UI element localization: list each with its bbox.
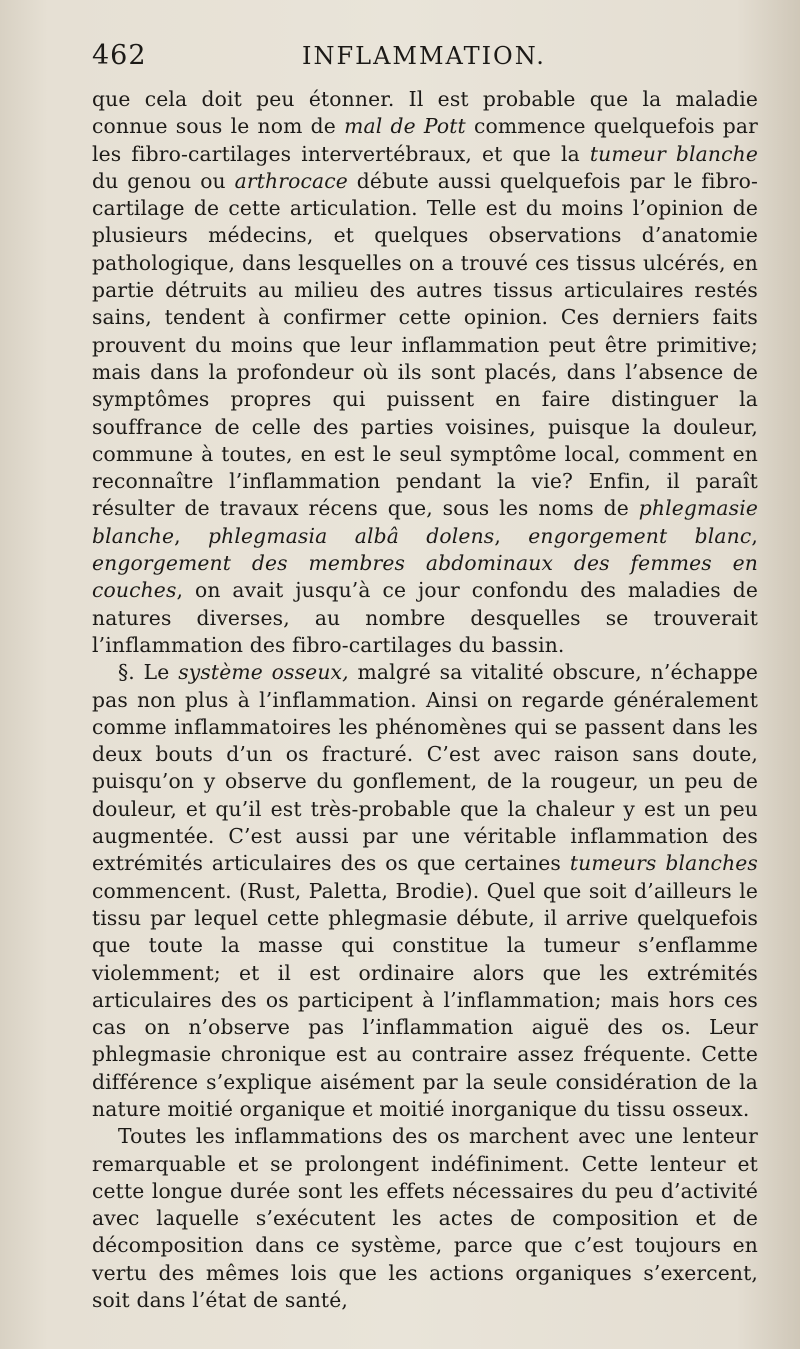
italic-term: système osseux, [178,660,349,685]
italic-term: phlegmasia albâ dolens [208,523,495,548]
italic-term: tumeurs blanches [569,851,758,876]
italic-term: arthrocace [234,168,348,193]
text-segment: malgré sa vitalité obscure, n’échappe pas non plus à l’inflammation. Ainsi on regarde généralement comme inflammatoires les phénomènes qui se passent dans les deux bouts d’un os fracturé. C’est avec raison sans doute, puisqu’on y observe du gonflement, de la rougeur, un peu de douleur, et qu’il est très-probable que la chaleur y est un peu augmentée. C’est aussi par une véritable inflammation des extrémités articulaires des os que certaines [92,660,758,876]
paragraph-3 [92,1123,758,1314]
italic-term: engorgement des membres abdominaux des femmes en couches [92,551,758,603]
running-title: INFLAMMATION. [302,42,546,70]
paragraph-2 [92,659,758,1123]
page-header [92,40,758,80]
body-text [92,86,758,1314]
text-segment: que cela doit peu étonner. Il est probable que la maladie connue sous le nom de [92,87,758,139]
text-segment: , [174,523,209,548]
text-segment: commencent. (Rust, Paletta, Brodie). Quel que soit d’ailleurs le tissu par lequel cette phlegmasie débute, il arrive quelquefois que toute la masse qui constitue la tumeur s’enflamme violemment; et il est ordinaire alors que les extrémités articulaires des os participent à l’inflammation; mais hors ces cas on n’observe pas l’inflammation aiguë des os. Leur phlegmasie chronique est au contraire assez fréquente. Cette différence s’explique aisément par la seule considération de la nature moitié organique et moitié inorganique du tissu osseux. [92,878,758,1121]
italic-term: mal de Pott [344,114,466,139]
italic-term: tumeur blanche [589,141,758,166]
text-segment: débute aussi quelquefois par le fibro-cartilage de cette articulation. Telle est du moins l’opinion de plusieurs médecins, et quelques observations d’anatomie pathologique, dans lesquelles on a trouvé ces tissus ulcérés, en partie détruits au milieu des autres tissus articulaires restés sains, tendent à confirmer cette opinion. Ces derniers faits prouvent du moins que leur inflammation peut être primitive; mais dans la profondeur où ils sont placés, dans l’absence de symptômes propres qui puissent en faire distinguer la souffrance de celle des parties voisines, puisque la douleur, commune à toutes, en est le seul symptôme local, comment en reconnaître l’inflammation pendant la vie? Enfin, il paraît résulter de travaux récens que, sous les noms de [92,168,759,521]
text-segment: §. Le [118,660,179,685]
italic-term: phlegmasie blanche [92,496,758,548]
text-segment: commence quelquefois par les fibro-cartilages intervertébraux, et que la [92,114,758,166]
page-number: 462 [92,40,147,71]
text-segment: Toutes les inflammations des os marchent avec une lenteur remarquable et se prolongent indéfiniment. Cette lenteur et cette longue durée sont les effets nécessaires du peu d’activité avec laquelle s’exécutent les actes de composition et de décomposition dans ce système, parce que c’est toujours en vertu des mêmes lois que les actions organiques s’exercent, soit dans l’état de santé, [92,1124,758,1313]
text-segment: , [751,523,758,548]
text-segment: , [494,523,529,548]
italic-term: engorgement blanc [528,523,752,548]
text-segment: du genou ou [92,168,235,193]
paragraph-1 [92,86,758,659]
text-segment: , on avait jusqu’à ce jour confondu des maladies de natures diverses, au nombre desquelles se trouverait l’inflammation des fibro-cartilages du bassin. [92,578,758,657]
